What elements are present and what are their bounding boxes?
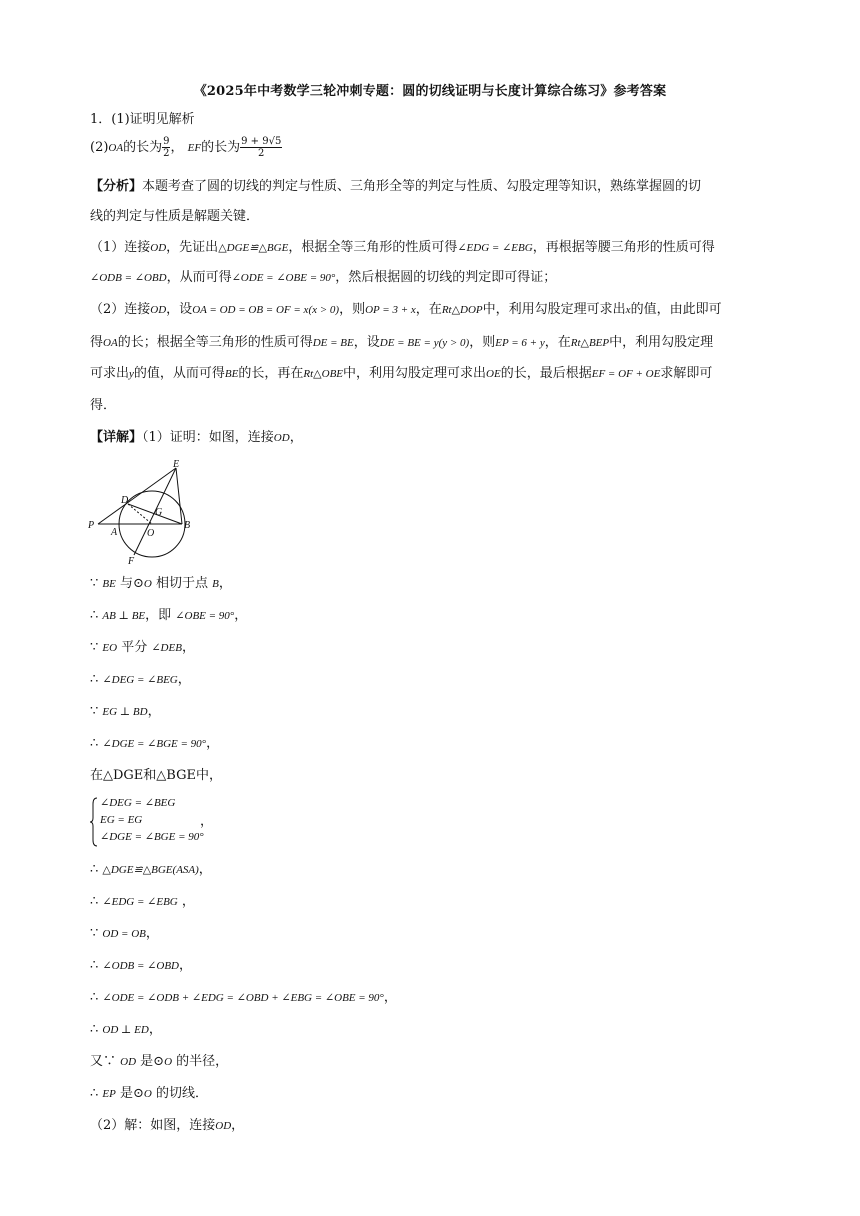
label-f: F xyxy=(128,556,135,566)
step-9: ∴ ∠EDG = ∠EBG ， xyxy=(90,894,195,909)
brace-icon xyxy=(90,796,98,848)
step-15: ∴ EP 是⊙O 的切线． xyxy=(90,1086,208,1101)
analysis-line-6: 得OA的长；根据全等三角形的性质可得DE = BE，设DE = BE = y(y > 0)，则EP = 6 + y，在Rt△BEP中，利用勾股定理 xyxy=(90,335,714,350)
analysis-line-1: 【分析】本题考查了圆的切线的判定与性质、三角形全等的判定与性质、勾股定理等知识，熟练掌握圆的切 xyxy=(90,179,702,194)
equation-2: EG = EG xyxy=(100,814,143,826)
analysis-line-5: （2）连接OD，设OA = OD = OB = OF = x(x > 0)，则OP = 3 + x，在Rt△DOP中，利用勾股定理可求出x的值，由此即可 xyxy=(90,302,722,317)
label-e: E xyxy=(173,459,180,470)
step-14: 又∵ OD 是⊙O 的半径， xyxy=(90,1054,229,1069)
analysis-line-3: （1）连接OD，先证出△DGE≌△BGE，根据全等三角形的性质可得∠EDG = ∠EBG，再根据等腰三角形的性质可得 xyxy=(90,240,715,255)
label-g: G xyxy=(155,507,163,518)
analysis-line-4: ∠ODB = ∠OBD，从而可得∠ODE = ∠OBE = 90°，然后根据圆的切线的判定即可得证； xyxy=(90,270,557,285)
step-12: ∴ ∠ODE = ∠ODB + ∠EDG = ∠OBD + ∠EBG = ∠OBE = 90°， xyxy=(90,990,397,1005)
label-b: B xyxy=(184,520,191,531)
step-4: ∴ ∠DEG = ∠BEG， xyxy=(90,672,191,687)
step-6: ∴ ∠DGE = ∠BGE = 90°， xyxy=(90,736,220,751)
page-title: 《2025年中考数学三轮冲刺专题：圆的切线证明与长度计算综合练习》参考答案 xyxy=(193,84,667,99)
label-p: P xyxy=(88,520,95,531)
equation-system-comma: ， xyxy=(200,814,214,829)
step-2: ∴ AB ⊥ BE，即 ∠OBE = 90°， xyxy=(90,608,248,623)
detail-intro: 【详解】（1）证明：如图，连接OD， xyxy=(90,430,303,445)
answer-1-part-1: 1．(1)证明见解析 xyxy=(90,112,195,127)
label-o: O xyxy=(147,528,155,539)
step-3: ∵ EO 平分 ∠DEB， xyxy=(90,640,195,655)
equation-1: ∠DEG = ∠BEG xyxy=(100,797,176,809)
line-eb xyxy=(176,468,182,524)
label-d: D xyxy=(121,495,129,506)
line-od xyxy=(128,504,152,524)
step-16: （2）解：如图，连接OD， xyxy=(90,1118,245,1133)
step-10: ∵ OD = OB， xyxy=(90,926,159,941)
step-8: ∴ △DGE≌△BGE(ASA)， xyxy=(90,862,212,877)
geometry-figure xyxy=(88,458,198,566)
step-1: ∵ BE 与⊙O 相切于点 B， xyxy=(90,576,232,591)
step-13: ∴ OD ⊥ ED， xyxy=(90,1022,162,1037)
step-7: 在△DGE和△BGE中， xyxy=(90,768,222,783)
answer-1-part-2: (2)OA的长为 $\frac{9}{2}$ ， EF的长为 $\frac{9 + 9√5}{2}$ xyxy=(90,136,282,159)
analysis-line-8: 得． xyxy=(90,398,117,413)
equation-system xyxy=(90,796,390,848)
label-a: A xyxy=(111,527,118,538)
analysis-line-2: 线的判定与性质是解题关键． xyxy=(90,209,260,224)
analysis-line-7: 可求出y的值，从而可得BE的长，再在Rt△OBE中，利用勾股定理可求出OE的长，最后根据EF = OF + OE求解即可 xyxy=(90,366,713,381)
ef-fraction: $\frac{9 + 9√5}{2}$ xyxy=(241,136,282,159)
step-5: ∵ EG ⊥ BD， xyxy=(90,704,161,719)
line-pe xyxy=(98,468,176,524)
equation-3: ∠DGE = ∠BGE = 90° xyxy=(100,831,204,843)
oa-fraction: $\frac{9}{2}$ xyxy=(163,136,170,159)
step-11: ∴ ∠ODB = ∠OBD， xyxy=(90,958,192,973)
